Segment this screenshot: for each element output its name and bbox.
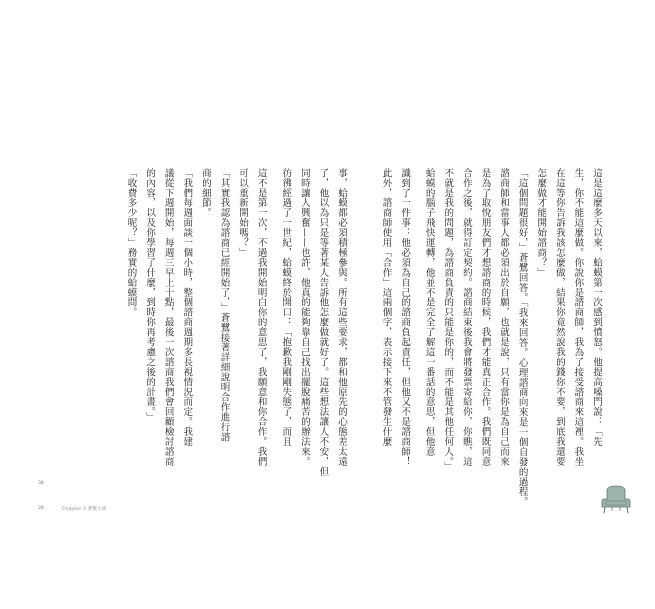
text-line: 此外，諮商師使用「合作」這兩個字，表示接下來不管發生什麼 xyxy=(380,168,392,447)
text-line: 這不是第一次，不過我開始明白你的意思了，我願意和你合作。我們 xyxy=(255,168,267,467)
text-line: 「收費多少呢？」務實的蛤蟆問。 xyxy=(125,168,137,318)
page-number-right: 39 xyxy=(38,506,44,511)
text-line: 事，蛤蟆都必須積極參與。所有這些要求，都和他原先的心態差太遠 xyxy=(336,168,347,467)
right-page-text xyxy=(380,168,605,507)
text-line: 合作之後，就得訂定契約。諮商結束後我會將發票寄給你，你瞧，這 xyxy=(460,168,472,467)
text-line: 諮商師和當事人都必須出於自願，也就是說，只有當你是為自己而來 xyxy=(498,168,510,467)
text-line: 怎麼做才能開始諮商？」 xyxy=(535,168,547,278)
text-line: 這是這麼多天以來，蛤蟆第一次感到憤怒。他提高嗓門說：「先 xyxy=(591,168,602,447)
text-line: 蛤蟆的腦子飛快運轉，他並不是完全了解這一番話的意思，但他意 xyxy=(423,168,435,457)
page-number-left: 38 xyxy=(38,481,44,486)
left-page-text xyxy=(120,168,350,477)
text-line: 同時讓人興奮——也許，他真的能夠靠自己找出擺脫痛苦的辦法來。 xyxy=(298,168,310,467)
text-line: 「這個問題很好，」蒼鷺回答。「我來回答。心理諮商向來是一個自發的過程。 xyxy=(516,168,528,507)
text-line: 是為了取悅朋友們才想諮商的時候，我們才能真正合作。我們既同意 xyxy=(479,168,491,467)
text-line: 不就是我的問題，為諮商負責的只能是你的，而不能是其他任何人。」 xyxy=(442,168,454,472)
text-line: 了，他以為只是等著某人告訴他怎麼做就好了。這些想法讓人不安，但 xyxy=(317,168,329,477)
text-line: 商的細節。 xyxy=(199,168,211,218)
text-line: 「我們每週面談一個小時，整個諮商週期多長視情況而定。我建 xyxy=(181,168,193,447)
text-line: 識到了一件事：他必須為自己的諮商負起責任，但他又不是諮商師！ xyxy=(399,168,411,467)
text-line: 的內容，以及你學習了什麼，到時你再考慮之後的計畫。」 xyxy=(144,168,156,422)
text-line: 可以重新開始嗎？」 xyxy=(237,168,249,258)
text-line: 在這等你告訴我該怎麼做，結果你竟然說我的錢你不要，到底我還要 xyxy=(553,168,565,467)
text-line: 生，你不能這麼做。你說你是諮商師，我為了接受諮商來這裡。我坐 xyxy=(572,168,584,467)
text-line: 「其實我認為諮商已經開始了，」蒼鷺接著詳細說明合作進行諮 xyxy=(218,168,230,442)
armchair-icon xyxy=(601,483,631,515)
chapter-label: Chapter 3 蒼鷺小姐 xyxy=(62,507,107,512)
text-line: 議從下週開始，每週三早上十點，最後一次諮商我們會回顧檢討諮商 xyxy=(162,168,174,467)
text-line: 彷彿經過了一世紀，蛤蟆終於開口：「抱歉我剛剛失態了，而且 xyxy=(280,168,292,447)
